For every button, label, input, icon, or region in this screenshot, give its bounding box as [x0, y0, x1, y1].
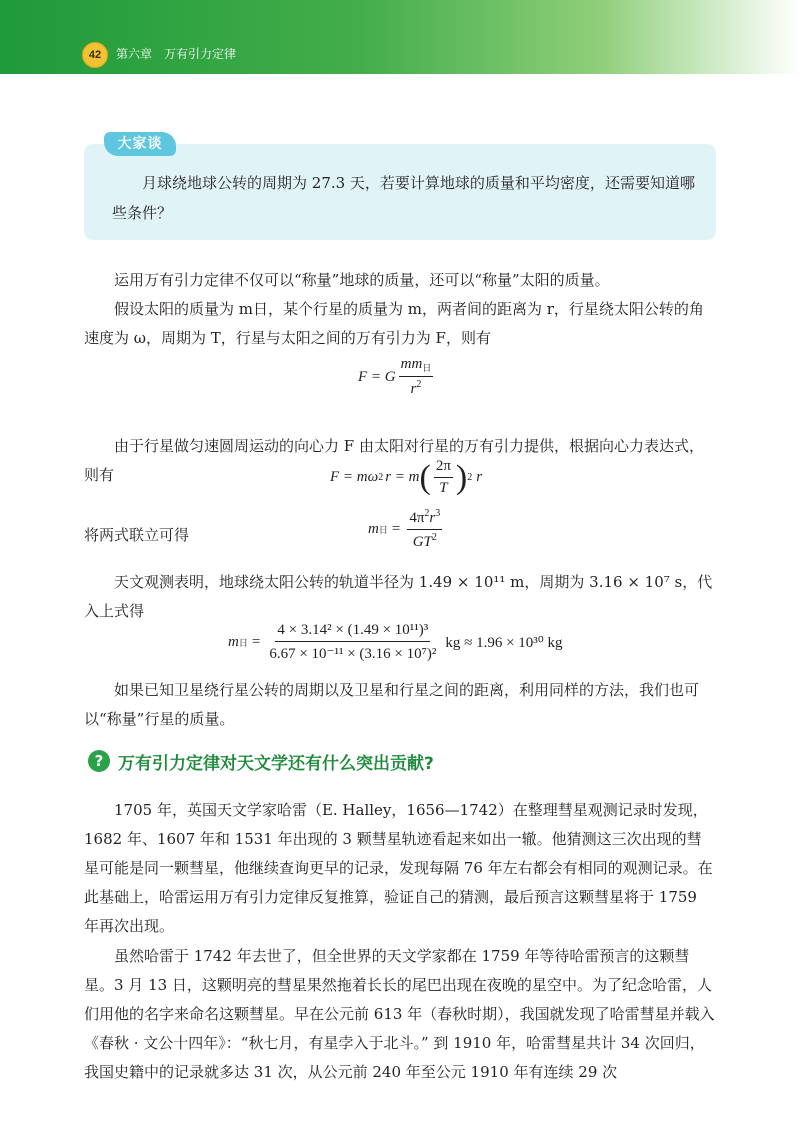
- paragraph-1: 运用万有引力定律不仅可以“称量”地球的质量，还可以“称量”太阳的质量。: [114, 271, 610, 289]
- equation-centripetal: F = mω 2 r = m ( $\frac{2\pi}{T}$ ) 2 r: [330, 458, 483, 496]
- eq1-den-sup: 2: [416, 379, 422, 390]
- paragraph-2: 假设太阳的质量为 m日，某个行星的质量为 m，两者间的距离为 r，行星绕太阳公转的角速度为 ω，周期为 T，行星与太阳之间的万有引力为 F，则有: [84, 300, 704, 347]
- eq2-sup1: 2: [378, 472, 384, 483]
- discussion-tag: 大家谈: [104, 132, 176, 156]
- eq3-den: GT: [412, 534, 432, 550]
- equation-sun-mass-numeric: [228, 622, 563, 663]
- eq3-num-sup-b: 3: [435, 508, 441, 519]
- eq3-num-sup-a: 2: [424, 508, 430, 519]
- chapter-title: 第六章 万有引力定律: [116, 47, 237, 61]
- eq4-result: kg ≈ 1.96 × 10³⁰ kg: [445, 635, 563, 651]
- combine-label: 将两式联立可得: [84, 526, 190, 544]
- eq4-fraction: [267, 622, 438, 663]
- paragraph-5: 如果已知卫星绕行星公转的周期以及卫星和行星之间的距离，利用同样的方法，我们也可以“称量”行星的质量。: [84, 681, 700, 728]
- eq3-eq: =: [391, 521, 401, 537]
- eq3-num-a: 4π: [409, 510, 425, 526]
- eq2-end: r: [476, 469, 483, 485]
- eq1-den: r: [410, 381, 417, 397]
- eq2-sup2: 2: [467, 472, 473, 483]
- eq1-lhs: F = G: [358, 368, 396, 385]
- section-title: 万有引力定律对天文学还有什么突出贡献?: [118, 754, 434, 774]
- eq2-fraction: [434, 458, 453, 497]
- header-band: [0, 0, 800, 74]
- question-icon: ?: [88, 750, 110, 772]
- eq2-den: T: [439, 480, 448, 496]
- eq3-den-sup: 2: [431, 532, 437, 543]
- paragraph-6: 1705 年，英国天文学家哈雷（E. Halley，1656—1742）在整理彗星观测记录时发现，1682 年、1607 年和 1531 年出现的 3 颗彗星轨迹看起来如出一辙。他猜测这三次出现的彗星可能是同一颗彗星，他继续查询更早的记录，发现每隔 76 年左右都会有相同的观测记录。在此基础上，哈雷运用万有引力定律反复推算，验证自己的猜测，最后预言这颗彗星将于 1759 年再次出现。: [84, 801, 713, 935]
- eq4-eq: =: [251, 634, 261, 650]
- eq3-lhs: m: [368, 521, 379, 537]
- equation-sun-mass: [368, 508, 445, 551]
- eq1-num: mm: [400, 356, 423, 372]
- eq2-lhs: F = mω: [330, 469, 379, 485]
- paragraph-7: 虽然哈雷于 1742 年去世了，但全世界的天文学家都在 1759 年等待哈雷预言的这颗彗星。3 月 13 日，这颗明亮的彗星果然拖着长长的尾巴出现在夜晚的星空中。为了纪念哈雷，人们用他的名字来命名这颗彗星。早在公元前 613 年（春秋时期），我国就发现了哈雷彗星并载入《春秋 · 文公十四年》：“秋七月，有星孛入于北斗。” 到 1910 年，哈雷彗星共计 34 次回归，我国史籍中的记录就多达 31 次，从公元前 240 年至公元 1910 年有连续 29 次: [84, 947, 715, 1081]
- eq2-mid: r = m: [385, 469, 420, 485]
- discussion-text: 月球绕地球公转的周期为 27.3 天，若要计算地球的质量和平均密度，还需要知道哪些条件？: [112, 174, 695, 222]
- eq1-num-sub: 日: [422, 364, 432, 374]
- eq4-lhs-sub: 日: [238, 639, 248, 649]
- eq2-num: 2π: [434, 458, 453, 478]
- equation-gravitation: [358, 356, 436, 398]
- eq4-lhs: m: [228, 634, 239, 650]
- eq3-fraction: [407, 508, 442, 551]
- paragraph-3: 由于行星做匀速圆周运动的向心力 F 由太阳对行星的万有引力提供，根据向心力表达式，则有: [84, 437, 704, 484]
- eq4-den: 6.67 × 10⁻¹¹ × (3.16 × 10⁷)²: [269, 646, 437, 662]
- eq1-fraction: [399, 356, 434, 398]
- eq3-lhs-sub: 日: [378, 526, 388, 536]
- page-number-badge: 42: [82, 42, 108, 68]
- paragraph-4: 天文观测表明，地球绕太阳公转的轨道半径为 1.49 × 10¹¹ m，周期为 3.16 × 10⁷ s，代入上式得: [84, 573, 713, 620]
- eq4-num: 4 × 3.14² × (1.49 × 10¹¹)³: [275, 622, 430, 642]
- eq3-num-b: r: [429, 510, 436, 526]
